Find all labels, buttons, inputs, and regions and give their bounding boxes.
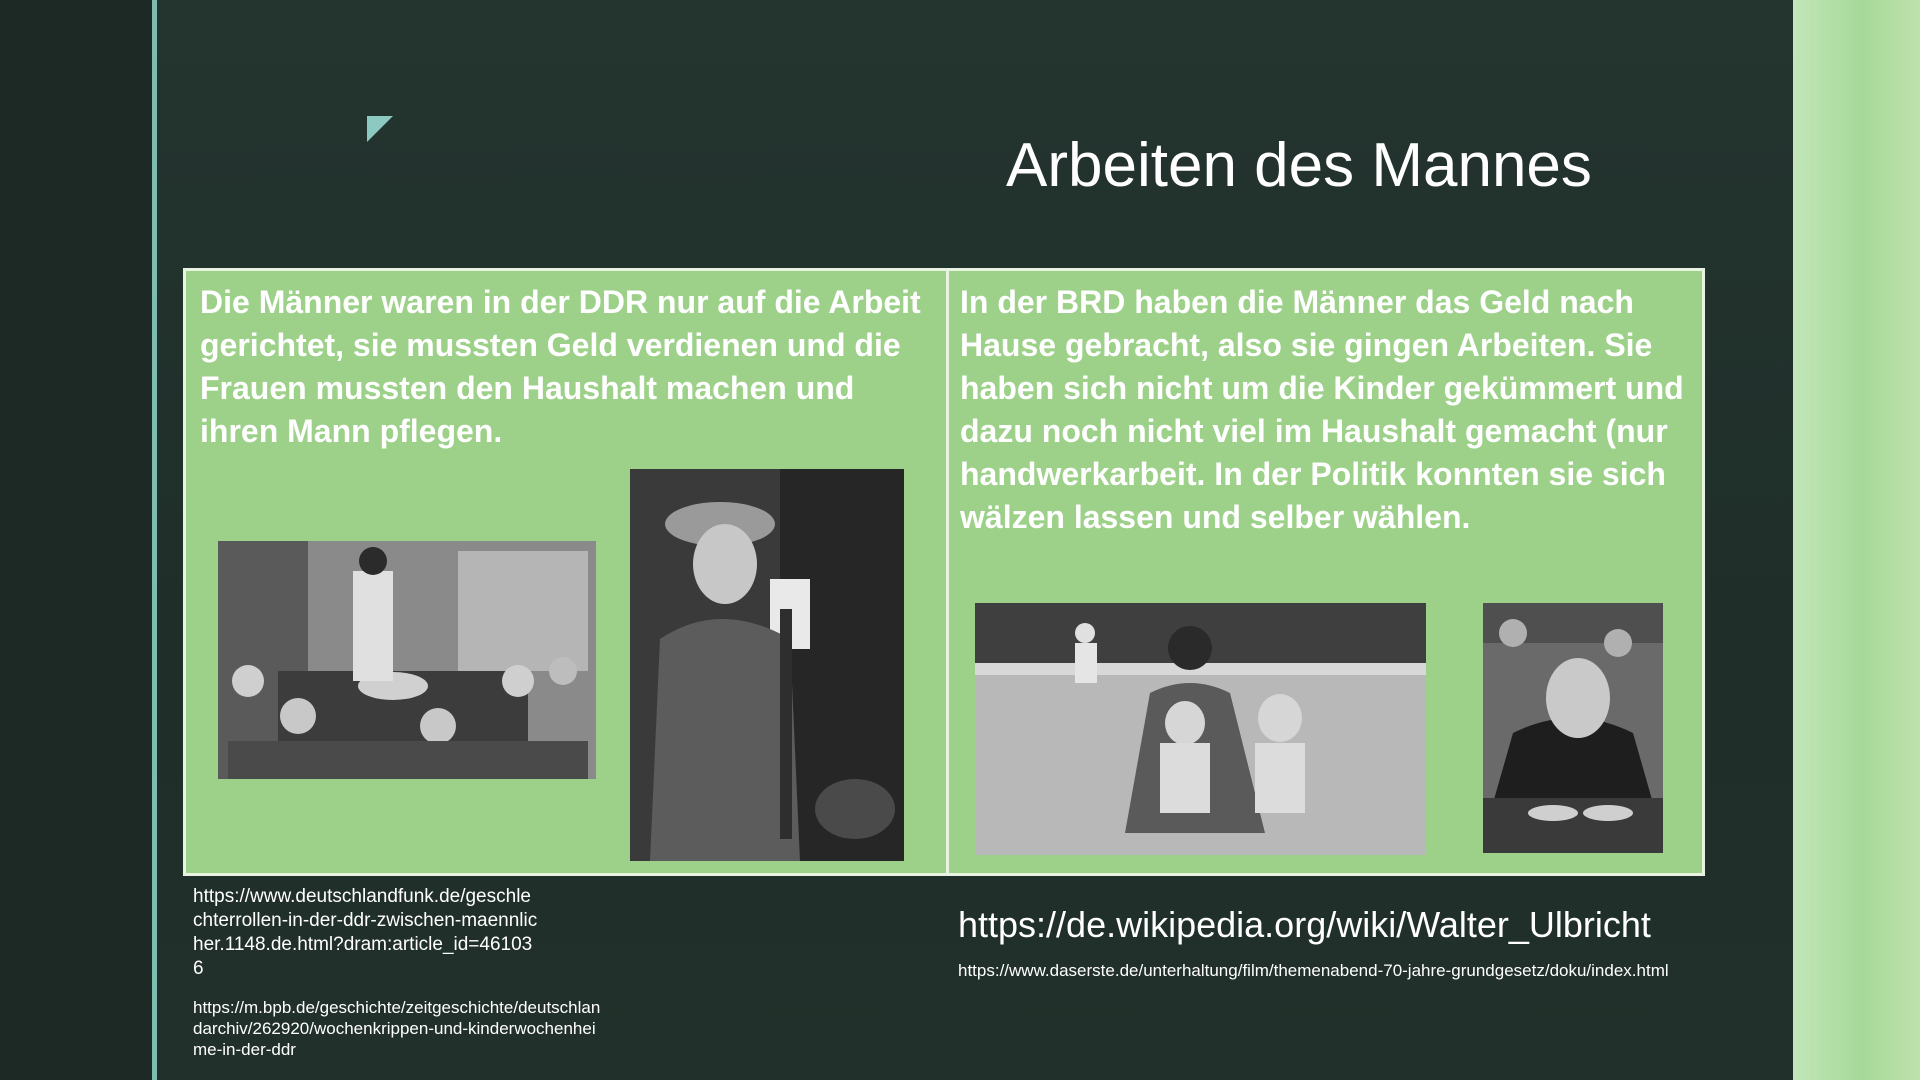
- source-bpb[interactable]: https://m.bpb.de/geschichte/zeitgeschichte/deutschlandarchiv/262920/wochenkrippen-und-kinderwochenheime-in-der-ddr: [193, 998, 601, 1059]
- source-daserste[interactable]: https://www.daserste.de/unterhaltung/film/themenabend-70-jahre-grundgesetz/doku/index.html: [958, 961, 1669, 980]
- right-decorative-band: [1793, 0, 1920, 1080]
- content-panel: [183, 268, 1705, 876]
- ddr-text: Die Männer waren in der DDR nur auf die Arbeit gerichtet, sie mussten Geld verdienen und die Frauen mussten den Haushalt machen und ihren Mann pflegen.: [200, 284, 921, 449]
- left-margin: [0, 0, 152, 1080]
- photo-worker: [630, 469, 904, 861]
- source-deutschlandfunk[interactable]: https://www.deutschlandfunk.de/geschlechterrollen-in-der-ddr-zwischen-maennlicher.1148.de.html?dram:article_id=461036: [193, 886, 538, 979]
- slide-title: Arbeiten des Mannes: [1006, 131, 1592, 200]
- photo-walter-ulbricht: [1483, 603, 1663, 853]
- column-divider: [946, 271, 949, 873]
- brd-text: In der BRD haben die Männer das Geld nach Hause gebracht, also sie gingen Arbeiten. Sie haben sich nicht um die Kinder gekümmert und dazu noch nicht viel im Haushalt gemacht (nur handwerkarbeit. In der Politik konnten sie sich wälzen lassen und selber wählen.: [960, 284, 1684, 535]
- source-wikipedia[interactable]: https://de.wikipedia.org/wiki/Walter_Ulbricht: [958, 904, 1651, 945]
- photo-kindergarten: [218, 541, 596, 779]
- photo-sandbox-family: [975, 603, 1426, 855]
